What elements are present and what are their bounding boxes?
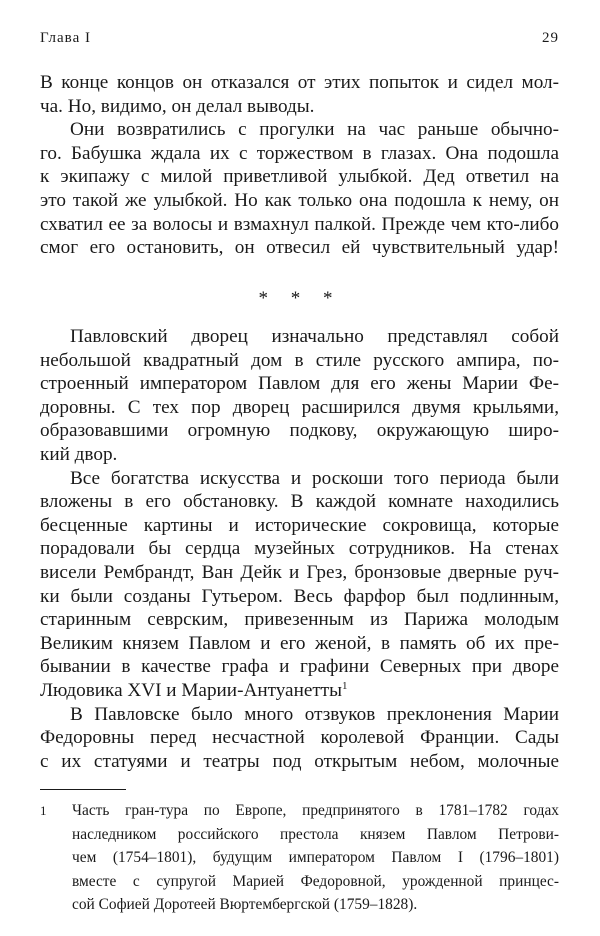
text-line: смог его остановить, он отвесил ей чувствительный удар! — [40, 237, 559, 259]
text-line: ча. Но, видимо, он делал выводы. — [40, 95, 315, 117]
text-line: Федоровны перед несчастной королевой Франции. Сады — [40, 727, 559, 749]
text-line: Великим князем Павлом и его женой, в память об их пре- — [40, 632, 559, 654]
footnote-line: вместе с супругой Марией Федоровной, урожденной принцес- — [72, 872, 559, 890]
text-line: ки были созданы Гутьером. Весь фарфор был подлинным, — [40, 585, 559, 607]
text-line: В Павловске было много отзвуков преклонения Марии — [70, 703, 559, 725]
section-separator: * * * — [258, 288, 342, 309]
text-line: это такой же улыбкой. Но как только она подошла к нему, он — [40, 189, 559, 211]
footnote-line: чем (1754–1801), будущим императором Павлом I (1796–1801) — [72, 849, 559, 867]
text-line: небольшой квадратный дом в стиле русского ампира, по- — [40, 349, 559, 371]
text-line: старинным севрским, привезенным из Парижа молодым — [40, 609, 559, 631]
footnote-marker: 1 — [40, 803, 47, 818]
text-line: доровны. С тех пор дворец расширился двумя крыльями, — [40, 396, 559, 418]
text-block-2 — [40, 325, 559, 773]
text-line: Людовика XVI и Марии-Антуанетты — [40, 679, 343, 701]
text-line: Все богатства искусства и роскоши того периода были — [70, 467, 559, 489]
text-line: висели Рембрандт, Ван Дейк и Грез, бронзовые дверные руч- — [40, 561, 559, 583]
text-line-with-footnote-ref — [40, 679, 559, 703]
text-block-1 — [40, 71, 559, 260]
text-line: Павловский дворец изначально представлял собой — [70, 326, 559, 347]
footnote-line: Часть гран-тура по Европе, предпринятого в 1781–1782 годах — [72, 802, 559, 819]
footnote-divider — [40, 789, 126, 790]
text-line: с их статуями и театры под открытым небом, молочные — [40, 750, 559, 772]
footnote-line: наследником российского престола князем Павлом Петрови- — [72, 825, 559, 843]
text-line: кий двор. — [40, 443, 118, 465]
text-line: В конце концов он отказался от этих попыток и сидел мол- — [40, 72, 559, 93]
text-line: к экипажу с милой приветливой улыбкой. Дед ответил на — [40, 166, 559, 188]
text-line: бывании в качестве графа и графини Северных при дворе — [40, 656, 559, 678]
text-line: строенный императором Павлом для его жены Марии Фе- — [40, 373, 559, 395]
text-line: образовавшими огромную подкову, окружающую широ- — [40, 420, 559, 442]
text-line: го. Бабушка ждала их с торжеством в глазах. Она подошла — [40, 142, 559, 164]
text-line: бесценные картины и исторические сокровища, которые — [40, 514, 559, 536]
footnote-line: сой Софией Доротеей Вюртембергской (1759–1828). — [72, 896, 418, 914]
footnote-text — [72, 801, 559, 919]
text-line: Они возвратились с прогулки на час раньше обычно- — [70, 119, 559, 141]
text-line: порадовали бы сердца музейных сотрудников. На стенах — [40, 538, 559, 560]
footnote-reference: 1 — [342, 679, 348, 692]
chapter-title: Глава I — [40, 30, 91, 46]
text-line: схватил ее за волосы и взмахнул палкой. Прежде чем кто-либо — [40, 213, 559, 235]
text-line: вложены в его обстановку. В каждой комнате находились — [40, 491, 559, 513]
page-number: 29 — [542, 30, 559, 46]
